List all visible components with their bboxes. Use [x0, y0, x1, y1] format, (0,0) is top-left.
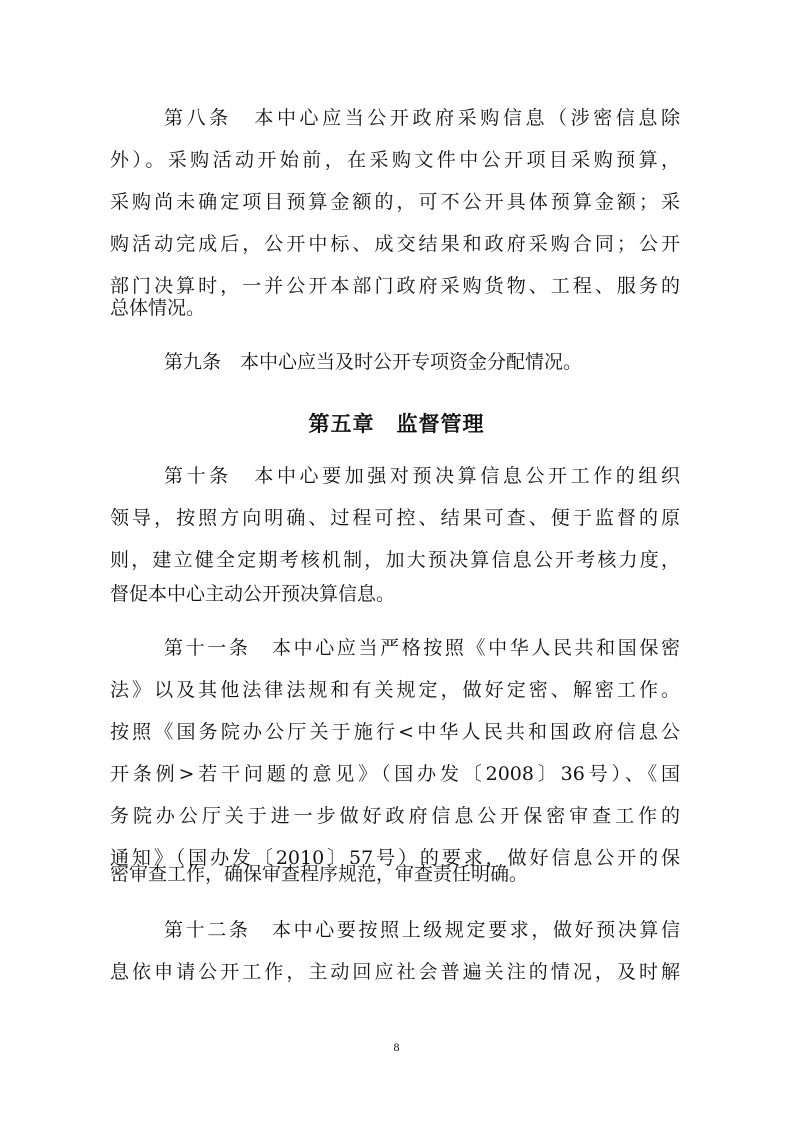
article-8-line-4: 购活动完成后，公开中标、成交结果和政府采购合同；公开	[110, 233, 680, 255]
article-8-line-1: 第八条 本中心应当公开政府采购信息（涉密信息除	[164, 107, 680, 129]
article-11-line-2: 法》以及其他法律法规和有关规定，做好定密、解密工作。	[110, 679, 680, 701]
article-11-line-1: 第十一条 本中心应当严格按照《中华人民共和国保密	[164, 637, 680, 659]
article-12-line-2: 息依申请公开工作，主动回应社会普遍关注的情况，及时解	[110, 961, 680, 983]
article-11-line-5: 务院办公厅关于进一步做好政府信息公开保密审查工作的	[110, 805, 680, 827]
article-11-line-7: 密审查工作，确保审查程序规范，审查责任明确。	[110, 863, 529, 885]
article-11-line-3: 按照《国务院办公厅关于施行<中华人民共和国政府信息公	[110, 721, 680, 743]
article-9-line-1: 第九条 本中心应当及时公开专项资金分配情况。	[164, 351, 583, 373]
page-number: 8	[393, 1040, 400, 1054]
article-8-line-2: 外）。采购活动开始前，在采购文件中公开项目采购预算，	[110, 149, 680, 171]
article-8-line-6: 总体情况。	[110, 297, 206, 319]
article-10-line-1: 第十条 本中心要加强对预决算信息公开工作的组织	[164, 465, 680, 487]
chapter-heading: 第五章 监督管理	[308, 412, 485, 436]
article-8-line-3: 采购尚未确定项目预算金额的，可不公开具体预算金额；采	[110, 191, 680, 213]
article-10-line-2: 领导，按照方向明确、过程可控、结果可查、便于监督的原	[110, 507, 680, 529]
article-11-line-6: 通知》（国办发〔2010〕57号）的要求，做好信息公开的保	[110, 847, 680, 869]
article-12-line-1: 第十二条 本中心要按照上级规定要求，做好预决算信	[164, 919, 680, 941]
article-8-line-5: 部门决算时，一并公开本部门政府采购货物、工程、服务的	[110, 275, 680, 297]
article-10-line-4: 督促本中心主动公开预决算信息。	[110, 583, 396, 605]
article-10-line-3: 则，建立健全定期考核机制，加大预决算信息公开考核力度，	[110, 549, 680, 571]
article-11-line-4: 开条例>若干问题的意见》（国办发〔2008〕36号）、《国	[110, 763, 680, 785]
